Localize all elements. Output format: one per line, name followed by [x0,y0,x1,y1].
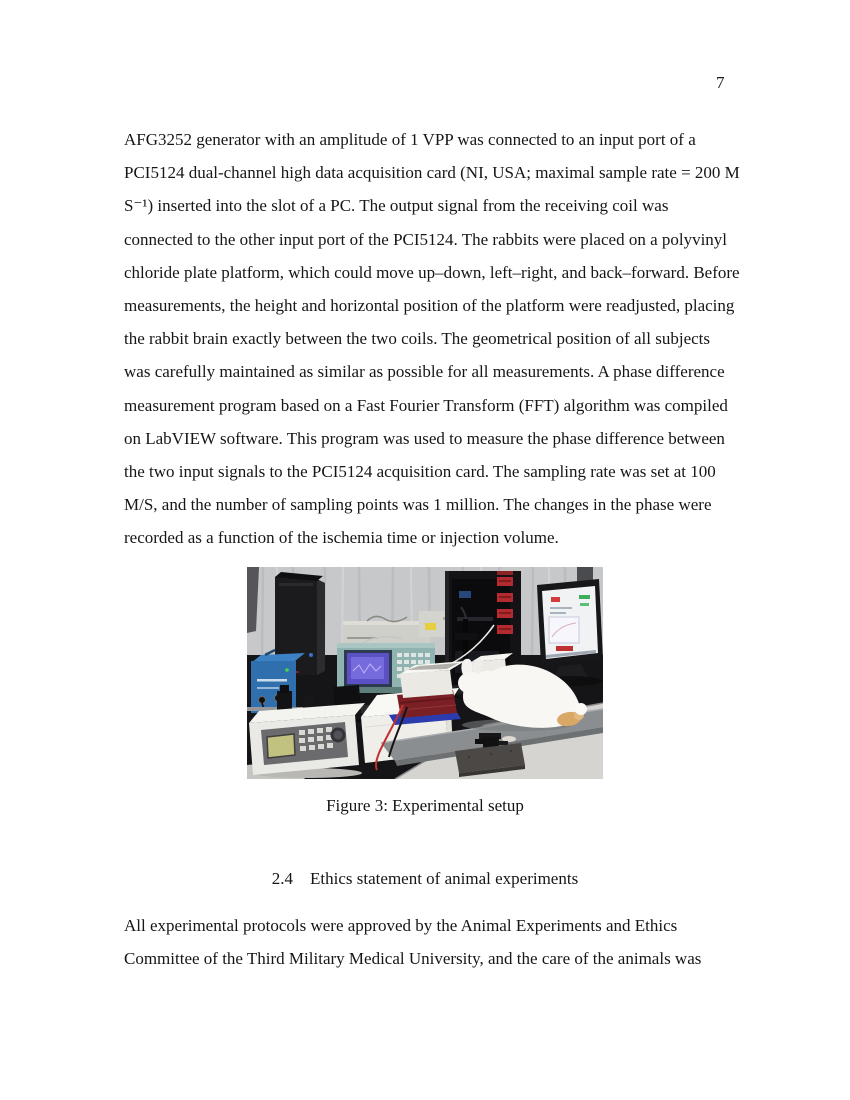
text-line: recorded as a function of the ischemia time or injection volume. [124,528,559,548]
experimental-setup-photo [247,567,603,779]
text-line: measurement program based on a Fast Fourier Transform (FFT) algorithm was compiled [124,395,728,415]
text-line: the two input signals to the PCI5124 acquisition card. The sampling rate was set at 100 [124,462,716,482]
text-line: AFG3252 generator with an amplitude of 1 VPP was connected to an input port of a [124,130,696,149]
text-line: M/S, and the number of sampling points was 1 million. The changes in the phase were [124,495,712,515]
signal-generator [343,616,431,647]
text-line: S⁻¹) inserted into the slot of a PC. The output signal from the receiving coil was [124,196,669,216]
text-line: on LabVIEW software. This program was used to measure the phase difference between [124,428,725,448]
section-number: 2.4 [271,869,294,888]
paragraph-ethics [124,909,728,975]
rabbit-tail [575,703,587,715]
page-number: 7 [716,73,725,92]
text-line: the rabbit brain exactly between the two coils. The geometrical position of all subjects [124,329,711,349]
text-line: connected to the other input port of the PCI5124. The rabbits were placed on a polyvinyl [124,229,728,249]
text-line: Committee of the Third Military Medical University, and the care of the animals was [124,949,702,969]
power-led [309,653,313,657]
figure-3 [247,567,603,779]
pump-lcd [267,734,295,758]
text-line: chloride plate platform, which could move up–down, left–right, and back–forward. Before [124,262,740,282]
paragraph-methods [124,123,740,555]
text-line: measurements, the height and horizontal position of the platform were readjusted, placing [124,296,735,316]
section-title: Ethics statement of animal experiments [310,869,579,888]
status-led [285,668,289,672]
text-line: PCI5124 dual-channel high data acquisition card (NI, USA; maximal sample rate = 200 M [124,163,740,183]
section-heading [0,869,850,889]
figure-caption: Figure 3: Experimental setup [326,796,524,815]
text-line: All experimental protocols were approved by the Animal Experiments and Ethics [124,916,678,935]
text-line: was carefully maintained as similar as possible for all measurements. A phase difference [124,362,725,382]
